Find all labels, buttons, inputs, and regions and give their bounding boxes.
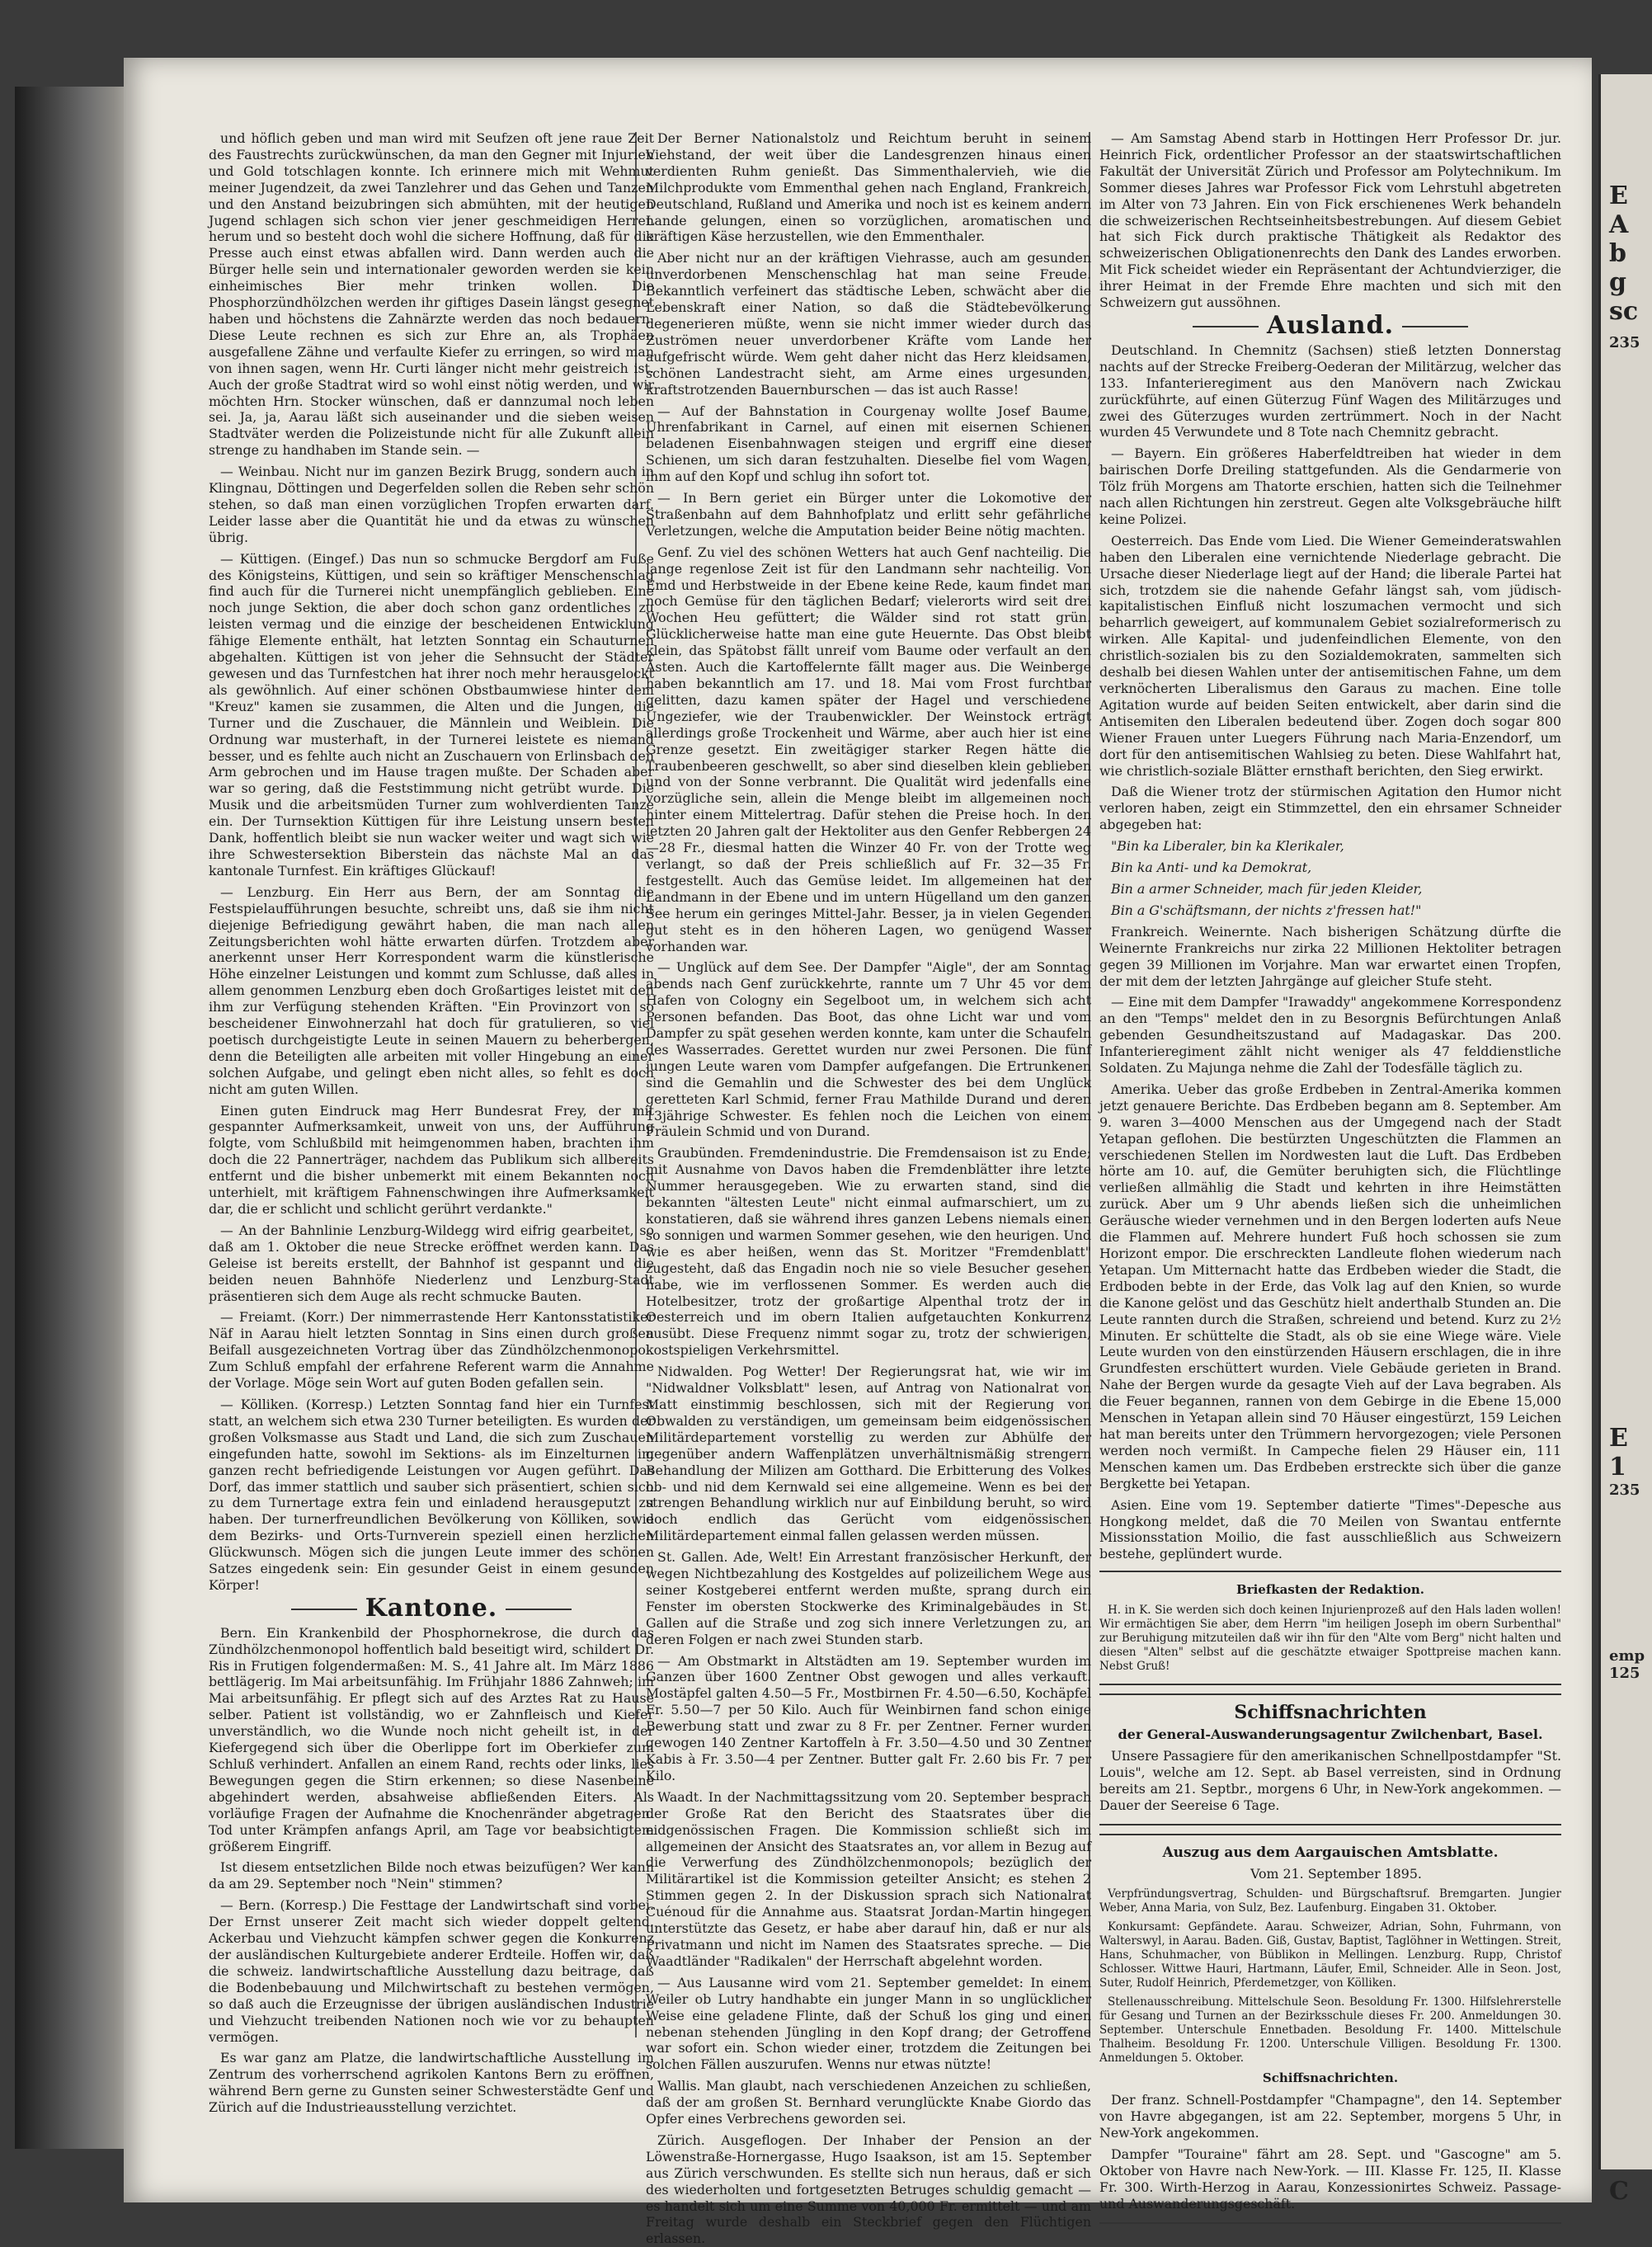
adjacent-fragment: b	[1609, 239, 1626, 268]
adjacent-fragment: 125	[1609, 1665, 1640, 1682]
box-text: Dampfer "Touraine" fährt am 28. Sept. und "Gascogne" am 5. Oktober von Havre nach New-York. — III. Klasse Fr. 125, II. Klasse Fr. 300. Wirth-Herzog in Aarau, Konzessionirtes Schweiz. Passage- und Auswanderungsgeschäft.	[1099, 2146, 1561, 2212]
article-paragraph: Asien. Eine vom 19. September datierte "Times"-Depesche aus Hongkong meldet, daß die 70 Meilen von Swantau entfernte Missionsstation Moilio, die fast ausschließlich aus Schweizern bestehe, geplündert wurde.	[1099, 1496, 1561, 1562]
article-paragraph: — Unglück auf dem See. Der Dampfer "Aigle", der am Sonntag abends nach Genf zurückkehrte, rannte um 7 Uhr 45 vor dem Hafen von Cologny ein Segelboot um, in welchem sich acht Personen befanden. Das Boot, das ohne Licht war und vom Dampfer zu spät gesehen werden konnte, kam unter die Schaufeln des Wasserrades. Gerettet wurden nur zwei Personen. Die fünf jungen Leute waren vom Dampfer aufgefangen. Die Ertrunkenen sind die Gemahlin und die Schwester des bei dem Unglück geretteten Karl Schmid, ferner Frau Mathilde Durand und deren 13jährige Schwester. Es fehlen noch die Leichen von einem Fräulein Schmid und von Durand.	[646, 959, 1091, 1140]
article-paragraph: — Küttigen. (Eingef.) Das nun so schmucke Bergdorf am Fuße des Königsteins, Küttigen, und sein so kräftiger Menschenschlag find auch für die Turnerei nicht unempfänglich geblieben. Eine noch junge Sektion, die aber doch schon ganz ordentliches zu leisten vermag und die einzige der bescheidenen Entwicklung fähige Elemente enthält, hat letzten Sonntag ein Schauturnen abgehalten. Küttigen ist von jeher die Sehnsucht der Städter gewesen und das Turnfestchen hat ihrer noch mehr herausgelockt als gewöhnlich. Auf einer schönen Obstbaumwiese hinter dem "Kreuz" kamen sie zusammen, die Alten und die Jungen, die Turner und die Zuschauer, die Männlein und Weiblein. Die Ordnung war musterhaft, in der Turnerei leistete es niemand besser, und es fehlte auch nicht an Zuschauern von Erlinsbach den Arm gebrochen und im Hause tragen mußte. Der Schaden aber war so gering, daß die Feststimmung nicht getrübt wurde. Die Musik und die arbeitsmüden Turner zum wohlverdienten Tanze ein. Der Turnsektion Küttigen für ihre Leistung unsern besten Dank, hoffentlich bleibt sie nun wacker weiter und wagt sich wie ihre Schwestersektion Biberstein das nächste Mal an das kantonale Turnfest. Ein kräftiges Glückauf!	[209, 550, 654, 879]
adjacent-fragment: sc	[1609, 297, 1639, 326]
adjacent-fragment: emp	[1609, 1647, 1645, 1665]
editorial-mailbox	[1099, 1571, 1561, 1685]
article-paragraph: — Kölliken. (Korresp.) Letzten Sonntag fand hier ein Turnfest statt, an welchem sich etwa 230 Turner beteiligten. Es wurden der großen Volksmasse aus Stadt und Land, die sich zum Zuschauen eingefunden hatte, sowohl im Sektions- als im Einzelturnen im ganzen recht befriedigende Leistungen vor Augen geführt. Das Dorf, das immer stattlich und sauber sich präsentiert, schien sich zu dem Turnertage extra fein und einladend herausgeputzt zu haben. Der turnerfreundlichen Bevölkerung von Kölliken, sowie dem Bezirks- und Orts-Turnverein speziell einen herzlichen Glückwunsch. Mögen sich die jungen Leute immer des schönen Satzes eingedenk sein: Ein gesunder Geist in einem gesunden Körper!	[209, 1396, 654, 1593]
article-paragraph: — Am Samstag Abend starb in Hottingen Herr Professor Dr. jur. Heinrich Fick, ordentlicher Professor an der staatswirtschaftlichen Fakultät der Universität Zürich und Professor am Polytechnikum. Im Sommer dieses Jahres war Professor Fick vom Lehrstuhl abgetreten im Alter von 73 Jahren. Ein von Fick erschienenes Werk behandeln die schweizerischen Rechtseinheitsbestrebungen. Auf diesem Gebiet hat sich Fick durch praktische Thätigkeit als Redaktor des schweizerischen Obligationenrechts den Dank des Landes erworben. Mit Fick scheidet wieder ein Repräsentant der Achtundvierziger, die ihrer Heimat in der Fremde Ehre machten und sich mit den Schweizern gut aussöhnen.	[1099, 130, 1561, 311]
section-heading-ausland: Ausland.	[1099, 318, 1561, 334]
adjacent-fragment: 1	[1609, 1453, 1626, 1482]
article-paragraph: Nidwalden. Pog Wetter! Der Regierungsrat hat, wie wir im "Nidwaldner Volksblatt" lesen, auf Antrag von Nationalrat von Matt einstimmig beschlossen, sich mit der Regierung von Obwalden zu verständigen, um gemeinsam beim eidgenössischen Militärdepartement vorstellig zu werden zur Abhülfe der gegenüber andern Waffenplätzen unverhältnismäßig strengern Behandlung der Milizen am Gotthard. Die Erbitterung des Volkes ob- und nid dem Kernwald sei eine allgemeine. Wenn es bei der strengen Behandlung wirklich nur auf Einbildung beruht, so wird doch endlich das Gerücht vom eidgenössischen Militärdepartement einmal fallen gelassen werden müssen.	[646, 1364, 1091, 1544]
column-3	[1099, 130, 1561, 2212]
article-paragraph: — Weinbau. Nicht nur im ganzen Bezirk Brugg, sondern auch in Klingnau, Döttingen und Degerfelden sollen die Reben sehr schön stehen, so daß man einen vorzüglichen Tropfen erwarten darf. Leider lasse aber die Quantität hie und da etwas zu wünschen übrig.	[209, 464, 654, 545]
box-date: Vom 21. September 1895.	[1250, 1866, 1422, 1882]
box-title: Schiffsnachrichten.	[1262, 2070, 1399, 2086]
article-paragraph: Der Berner Nationalstolz und Reichtum beruht in seinem Viehstand, der weit über die Landesgrenzen hinaus einen verdienten Ruhm genießt. Das Simmenthalervieh, wie die Milchprodukte vom Emmenthal gehen nach England, Frankreich, Deutschland, Rußland und Amerika und noch ist es keinem andern Lande gelungen, einen so vorzüglichen, aromatischen und kräftigen Käse herzustellen, wie den Emmenthaler.	[646, 130, 1091, 245]
article-paragraph: Amerika. Ueber das große Erdbeben in Zentral-Amerika kommen jetzt genauere Berichte. Das Erdbeben begann am 8. September. Am 9. waren 3—4000 Menschen aus der Umgegend nach der Stadt Yetapan geflohen. Die bestürzten Ungeschützten die Flammen an verschiedenen Stellen im Nordwesten laut die Luft. Das Erdbeben hörte am 10. auf, die Gemüter beruhigten sich, die Flüchtlinge verließen allmählig die Stadt und kehrten in ihre Heimstätten zurück. Aber um 9 Uhr abends ließen sich die unheimlichen Geräusche wieder vernehmen und in den Bergen loderten aufs Neue die Flammen auf. Mehrere hundert Fuß hoch schossen sie zum Horizont empor. Die erschreckten Landleute flohen wiederum nach Yetapan. Um Mitternacht hatte das Erdbeben wieder die Stadt, die Erdboden bebte in der Erde, das Volk lag auf den Knien, so wurde die Kanone gelöst und das Geschütz hielt anderthalb Stunden an. Die Leute rannten durch die Straßen, schreiend und betend. Kurz zu 2½ Minuten. Er schüttelte die Stadt, als ob sie eine Wiege wäre. Viele Leute wurden von den einstürzenden Häusern erschlagen, die in ihre Grundfesten erschüttert wurden. Viele Gebäude gerieten in Brand. Nahe der Bergen wurde da gesagte Vieh auf der Lava begraben. Als die Feuer begannen, rannen von dem Gebirge in die Ebene 15,000 Menschen in Yetapan allein sind 70 Häuser eingestürzt, 159 Leichen hat man bereits unter den Trümmern hervorgezogen; viele Personen werden noch vermißt. In Campeche fielen 29 Häuser ein, 111 Menschen kamen um. Das Erdbeben erstreckte sich über die ganze Bergkette bei Yetapan.	[1099, 1081, 1561, 1491]
article-paragraph: Ist diesem entsetzlichen Bilde noch etwas beizufügen? Wer kann da am 29. September noch "Nein" stimmen?	[209, 1859, 654, 1892]
article-paragraph: — Bayern. Ein größeres Haberfeldtreiben hat wieder in dem bairischen Dorfe Dreiling stattgefunden. Als die Gendarmerie von Tölz früh Morgens am Thatorte erschien, hatten sich die Teilnehmer nach allen Richtungen hin zerstreut. Gegen alte Volksgebräuche hilft keine Polizei.	[1099, 445, 1561, 527]
article-paragraph: — Lenzburg. Ein Herr aus Bern, der am Sonntag die Festspielaufführungen besuchte, schreibt uns, daß sie ihm nicht diejenige Befriedigung gewährt haben, die man nach allen Zeitungsberichten wohl hätte erwarten dürfen. Trotzdem aber anerkennt unser Herr Korrespondent warm die künstlerische Höhe einzelner Leistungen und kommt zum Schlusse, daß alles in allem genommen Lenzburg eben doch Großartiges leistet mit den ihm zur Verfügung stehenden Kräften. "Ein Provinzort von so bescheidener Einwohnerzahl hat doch für gratulieren, so viel poetisch durchgeistigte Leute in seinen Mauern zu beherbergen, denn die Beteiligten alle arbeiten mit voller Hingebung an einer solchen Aufgabe, und gelingt eben nicht alles, so fehlt es doch nicht am guten Willen.	[209, 883, 654, 1097]
adjacent-fragment: E	[1609, 1424, 1628, 1453]
box-title: Auszug aus dem Aargauischen Amtsblatte.	[1162, 1844, 1499, 1861]
poem-line: Bin a G'schäftsmann, der nichts z'fressen hat!"	[1111, 902, 1422, 918]
adjacent-page-edge	[1598, 74, 1652, 2206]
box-text: Stellenausschreibung. Mittelschule Seon. Besoldung Fr. 1300. Hilfslehrerstelle für Gesang und Turnen an der Bezirksschule dieses Fr. 200. Anmeldungen 30. September. Unterschule Ennetbaden. Besoldung Fr. 1400. Mittelschule Thalheim. Besoldung Fr. 1200. Unterschule Villigen. Besoldung Fr. 1300. Anmeldungen 5. Oktober.	[1099, 1995, 1561, 2066]
article-paragraph: Genf. Zu viel des schönen Wetters hat auch Genf nachteilig. Die lange regenlose Zeit ist für den Landmann sehr nachteilig. Von Emd und Herbstweide in der Ebene keine Rede, kaum findet man noch Gemüse für den täglichen Bedarf; vielerorts wird seit drei Wochen Heu gefüttert; die Wälder sind rot statt grün. Glücklicherweise hatte man eine gute Heuernte. Das Obst bleibt klein, das Spätobst fällt unreif vom Baume oder verfault an den Ästen. Auch die Kartoffelernte fällt mager aus. Die Weinberge haben bekanntlich am 17. und 18. Mai vom Frost furchtbar gelitten, dazu kamen später der Hagel und verschiedene Ungeziefer, wie der Traubenwickler. Der Weinstock erträgt allerdings große Trockenheit und Wärme, aber auch hier ist eine Grenze gesetzt. Ein zweitägiger starker Regen hätte die Traubenbeeren geschwellt, so aber sind dieselben klein geblieben und von der Sonne verbrannt. Die Qualität wird jedenfalls eine vorzügliche sein, allein die Menge bleibt im allgemeinen noch hinter einem Mittelertrag. Dafür stehen die Preise hoch. In den letzten 20 Jahren galt der Hektoliter aus den Genfer Rebbergen 24—28 Fr., diesmal hatten die Winzer 40 Fr. von der Trotte weg verlangt, so daß der Preis schließlich auf Fr. 32—35 Fr. festgestellt. Auch das Gemüse leidet. Im allgemeinen hat der Landmann in der Ebene und im untern Hügelland um den ganzen See herum ein geringes Mittel-Jahr. Besser, ja in vielen Gegenden gut steht es in den höheren Lagen, wo genügend Wasser vorhanden war.	[646, 544, 1091, 954]
article-paragraph: — Bern. (Korresp.) Die Festtage der Landwirtschaft sind vorbei. Der Ernst unserer Zeit macht sich wieder doppelt geltend. Ackerbau und Viehzucht kämpfen schwer gegen die Konkurrenz der ausländischen Kulturgebiete anderer Erdteile. Hoffen wir, daß die schweiz. landwirtschaftliche Ausstellung dazu beitrage, daß die Bodenbebauung und Milchwirtschaft zu bestehen vermögen, so daß auch die Erzeugnisse der übrigen ausländischen Industrie und Viehzucht treibenden Nationen noch wie vor zu behaupten vermögen.	[209, 1897, 654, 2045]
poem-line: Bin ka Anti- und ka Demokrat,	[1111, 860, 1312, 876]
poem-line: Bin a armer Schneider, mach für jeden Kleider,	[1111, 880, 1423, 897]
book-binding	[15, 87, 139, 2149]
article-paragraph: — Aus Lausanne wird vom 21. September gemeldet: In einem Weiler ob Lutry handhabte ein junger Mann in so unglücklicher Weise eine geladene Flinte, daß der Schuß los ging und einen nebenan stehenden Jüngling in den Kopf drang; der Getroffene war sofort ein. Schon wieder einer, trotzdem die Zeitungen bei solchen Fällen auszurufen. Wenns nur etwas nützte!	[646, 1974, 1091, 2073]
article-paragraph: Oesterreich. Das Ende vom Lied. Die Wiener Gemeinderatswahlen haben den Liberalen eine vernichtende Niederlage gebracht. Die Ursache dieser Niederlage liegt auf der Hand; die liberale Partei hat sich, trotzdem sie die nahende Gefahr längst sah, vom jüdisch-kapitalistischen Einfluß nicht loszumachen vermocht und sich beharrlich geweigert, auf kommunalem Gebiet sozialreformerisch zu wirken. Alle Kapital- und judenfeindlichen Elemente, von den christlich-sozialen bis zu den Sozialdemokraten, sammelten sich deshalb bei diesen Wahlen unter der antisemitischen Fahne, um dem verknöcherten Liberalismus den Garaus zu machen. Eine tolle Agitation wurde auf beiden Seiten entwickelt, aber darin sind die Antisemiten den Liberalen bedeutend über. Zogen doch sogar 800 Wiener Frauen unter Luegers Führung nach Maria-Enzendorf, um dort für den antisemitischen Wahlsieg zu beten. Diese Wahlfahrt hat, wie christlich-soziale Blätter ernsthaft berichten, den Sieg erwirkt.	[1099, 532, 1561, 779]
article-paragraph: — Eine mit dem Dampfer "Irawaddy" angekommene Korrespondenz an den "Temps" meldet den in zu Besorgnis Befürchtungen Anlaß gebenden Gesundheitszustand auf Madagaskar. Das 200. Infanterieregiment zählt nicht weniger als 47 felddienstliche Soldaten. Zu Majunga nehme die Zahl der Todesfälle täglich zu.	[1099, 994, 1561, 1076]
poem-line: "Bin ka Liberaler, bin ka Klerikaler,	[1111, 838, 1344, 855]
box-title: Briefkasten der Redaktion.	[1236, 1582, 1424, 1598]
box-subtitle: der General-Auswanderungsagentur Zwilchenbart, Basel.	[1118, 1726, 1543, 1743]
article-paragraph: St. Gallen. Ade, Welt! Ein Arrestant französischer Herkunft, der wegen Nichtbezahlung des Kostgeldes auf polizeilichem Wege aus seiner Kostgeberei entfernt werden mußte, sprang durch ein Fenster im obersten Stockwerke des Kriminalgebäudes in St. Gallen auf die Straße und zog sich innere Verletzungen zu, an deren Folgen er nach zwei Stunden starb.	[646, 1549, 1091, 1647]
shipping-news-box	[1099, 1693, 1561, 1825]
adjacent-fragment: g	[1609, 268, 1626, 297]
article-paragraph: Es war ganz am Platze, die landwirtschaftliche Ausstellung im Zentrum des vorherrschend agrikolen Kantons Bern zu eröffnen, während Bern gerne zu Gunsten seiner Schwesterstädte Genf und Zürich auf die Industrieausstellung verzichtet.	[209, 2050, 654, 2116]
article-paragraph: Daß die Wiener trotz der stürmischen Agitation den Humor nicht verloren haben, zeigt ein Stimmzettel, den ein ehrsamer Schneider abgegeben hat:	[1099, 784, 1561, 833]
official-gazette-box	[1099, 1834, 1561, 2224]
article-paragraph: Deutschland. In Chemnitz (Sachsen) stieß letzten Donnerstag nachts auf der Strecke Freiberg-Oederan der Militärzug, welcher das 133. Infanterieregiment aus den Manövern nach Zwickau zurückführte, auf einen Güterzug Fünf Wagen des Militärzuges und zwei des Güterzuges wurden zertrümmert. Noch in der Nacht wurden 45 Verwundete und 8 Tote nach Chemnitz gebracht.	[1099, 342, 1561, 440]
box-text: Unsere Passagiere für den amerikanischen Schnellpostdampfer "St. Louis", welche am 12. Sept. ab Basel verreisten, sind in Ordnung bereits am 21. Septbr., morgens 6 Uhr, in New-York angekommen. — Dauer der Seereise 6 Tage.	[1099, 1747, 1561, 1813]
box-text: Verpfründungsvertrag, Schulden- und Bürgschaftsruf. Bremgarten. Jungier Weber, Anna Maria, von Sulz, Bez. Laufenburg. Eingaben 31. Oktober.	[1099, 1887, 1561, 1915]
box-text: Der franz. Schnell-Postdampfer "Champagne", den 14. September von Havre abgegangen, ist am 22. September, morgens 5 Uhr, in New-York angekommen.	[1099, 2092, 1561, 2141]
article-paragraph: und höflich geben und man wird mit Seufzen oft jene raue Zeit des Faustrechts zurückwünschen, da man den Gegner mit Injurien und Gold totschlagen konnte. Ich erinnere mich mit Wehmut meiner Jugendzeit, da zwei Tanzlehrer und das Gehen und Tanzen und den Anstand beizubringen sich abmühten, mit der heutigen Jugend schlagen sich schon vier jener geschmeidigen Herren herum und so besteht doch wohl die sichere Hoffnung, daß für die Presse auch einst etwas abfallen wird. Dann werden auch die Bürger helle sein und internationaler geworden werden sie kein einheimisches Bier mehr trinken wollen. Die Phosphorzündhölzchen werden ihr giftiges Dasein längst gesegnet haben und höchstens die Zahnärzte werden das noch bedauern. Diese Leute rechnen es sich zur Ehre an, als Trophäen ausgefallene Zähne und verfaulte Kiefer zu erringen, so wird man von ihnen sagen, wenn Hr. Curti länger nicht mehr geistreich ist. Auch der große Stadtrat wird so wohl einst nötig werden, und wir möchten Hrn. Stocker wünschen, daß er dannzumal noch leben sei. Ja, ja, Aarau läßt sich auseinander und die sieben weisen Stadtväter werden die Polizeistunde nicht für alle Zukunft allein strenge zu handhaben im Stande sein. —	[209, 130, 654, 459]
article-paragraph: Aber nicht nur an der kräftigen Viehrasse, auch am gesunden unverdorbenen Menschenschlag hat man seine Freude. Bekanntlich verfeinert das städtische Leben, schwächt aber die Lebenskraft einer Nation, so daß die Städtebevölkerung degenerieren müßte, wenn sie nicht immer wieder durch das Zuströmen neuer unverdorbener Kräfte vom Lande her aufgefrischt würde. Wem geht daher nicht das Herz kleidsamen, schönen Landestracht sieht, am Arme eines urgesunden, kraftstrotzenden Bauernburschen — das ist auch Rasse!	[646, 250, 1091, 398]
article-paragraph: Bern. Ein Krankenbild der Phosphornekrose, die durch das Zündhölzchenmonopol hoffentlich bald beseitigt wird, schildert Dr. Ris in Frutigen folgendermaßen: M. S., 41 Jahre alt. Im März 1886 bettlägerig. Im Mai arbeitsunfähig. Im Frühjahr 1886 Zahnweh; im Mai arbeitsunfähig. Er pflegt sich auf des Arztes Rat zu Hause selber. Patient ist vollständig, wo er Zahnfleisch und Kiefer unverständlich, wo die Wunde noch nicht geheilt ist, in der Kiefergegend sich über die Oberlippe fort im Oberkiefer zum Schluß verhindert. Anfallen an einem Rand, rechts oder links, lies Bewegungen gegen die Stirn erkennen; so diese Nasenbeine abgehindert werden, absahweise abfließenden Eiters. Als vorläufige Fragen der Aufnahme die Knochenränder abgetragen. Tod unter Krämpfen anfangs April, am Tage vor beabsichtigtem größerem Eingriff.	[209, 1624, 654, 1854]
adjacent-fragment: A	[1609, 210, 1629, 239]
adjacent-fragment: C	[1609, 2177, 1629, 2206]
box-text: Konkursamt: Gepfändete. Aarau. Schweizer, Adrian, Sohn, Fuhrmann, von Walterswyl, in Aarau. Baden. Giß, Gustav, Baptist, Taglöhner in Wettingen. Streit, Hans, Schuhmacher, von Büblikon in Mellingen. Lenzburg. Rupp, Christof Schlosser. Wittwe Hauri, Hartmann, Läufer, Emil, Schneider. Alle in Seon. Jost, Suter, Rudolf Heinrich, Pferdemetzger, von Kölliken.	[1099, 1920, 1561, 1990]
article-paragraph: Einen guten Eindruck mag Herr Bundesrat Frey, der mit gespannter Aufmerksamkeit, unweit von uns, der Aufführung folgte, vom Schlußbild mit heimgenommen haben, brachten ihm doch die 22 Pannerträger, nachdem das Publikum sich allbereits entfernt und die bisher unbemerkt mit einem Bekannten noch unterhielt, mit kräftigem Fahnenschwingen ihre Aufmerksamkeit dar, die er schlicht und schlicht gerührt verdankte."	[209, 1102, 654, 1217]
article-paragraph: Wallis. Man glaubt, nach verschiedenen Anzeichen zu schließen, daß der am großen St. Bernhard verunglückte Knabe Giordo das Opfer eines Verbrechens geworden sei.	[646, 2078, 1091, 2127]
box-title: Schiffsnachrichten	[1234, 1702, 1427, 1724]
article-paragraph: — Auf der Bahnstation in Courgenay wollte Josef Baume, Uhrenfabrikant in Carnel, auf einen mit eisernen Schienen beladenen Eisenbahnwagen steigen und ergriff eine dieser Schienen, um sich daran festzuhalten. Dieselbe fiel vom Wagen, ihm auf den Kopf und schlug ihn sofort tot.	[646, 403, 1091, 485]
adjacent-fragment: E	[1609, 181, 1628, 210]
article-paragraph: — Freiamt. (Korr.) Der nimmerrastende Herr Kantonsstatistiker Näf in Aarau hielt letzten Sonntag in Sins einen durch großen Beifall ausgezeichneten Vortrag über das Zündhölzchenmonopol. Zum Schluß empfahl der erfahrene Referent warm die Annahme der Vorlage. Möge sein Wort auf guten Boden gefallen sein.	[209, 1309, 654, 1392]
article-paragraph: — Am Obstmarkt in Altstädten am 19. September wurden im Ganzen über 1600 Zentner Obst gewogen und alles verkauft. Mostäpfel galten 4.50—5 Fr., Mostbirnen Fr. 4.50—6.50, Kochäpfel Fr. 5.50—7 per 50 Kilo. Auch für Weinbirnen fand schon einige Bewerbung statt und zwar zu 8 Fr. per Zentner. Ferner wurden gewogen 140 Zentner Kartoffeln à Fr. 3.50—4.50 und 30 Zentner Kabis à Fr. 3.50—4 per Zentner. Butter galt Fr. 2.60 bis Fr. 7 per Kilo.	[646, 1652, 1091, 1783]
section-heading-kantone: Kantone.	[209, 1600, 654, 1617]
article-paragraph: Graubünden. Fremdenindustrie. Die Fremdensaison ist zu Ende; mit Ausnahme von Davos haben die Fremdenblätter ihre letzte Nummer herausgegeben. Wie zu erwarten stand, sind die bekannten "ältesten Leute" nicht einmal aufmarschiert, um zu konstatieren, daß sie während ihres ganzen Lebens niemals einen so sonnigen und warmen Sommer gesehen, wie den heurigen. Und wie es aber heißen, wenn das St. Moritzer "Fremdenblatt" zugesteht, daß das Engadin noch nie so viele Besucher gesehen habe, wie im verflossenen Sommer. Es werden auch die Hotelbesitzer, trotz der großartige Alpenthal trotz der in Oesterreich und im obern Italien aufgetauchten Konkurrenz ausübt. Diese Frequenz nimmt sogar zu, trotz der schwierigen, kostspieligen Verkehrsmittel.	[646, 1145, 1091, 1359]
column-2	[646, 130, 1091, 2247]
article-paragraph: Waadt. In der Nachmittagssitzung vom 20. September besprach der Große Rat den Bericht des Staatsrates über die eidgenössischen Fragen. Die Kommission schließt sich im allgemeinen der Ansicht des Staatsrates an, vor allem in Bezug auf die Verwerfung des Zündhölzchenmonopols; bezüglich der Militärartikel ist die Kommission geteilter Ansicht; es stehen 2 Stimmen gegen 2. In der Diskussion sprach sich Nationalrat Cuénoud für die Annahme aus. Staatsrat Jordan-Martin hingegen unterstützte das Gesetz, er habe aber darauf hin, daß er nur als Privatmann und nicht im Namen des Staatsrates spreche. — Die Waadtländer "Radikalen" der Herrschaft abgelehnt worden.	[646, 1788, 1091, 1969]
article-paragraph: Zürich. Ausgeflogen. Der Inhaber der Pension an der Löwenstraße-Hornergasse, Hugo Isaakson, ist am 15. September aus Zürich verschwunden. Es stellte sich nun heraus, daß er sich des wiederholten und fortgesetzten Betruges schuldig gemacht — es handelt sich um eine Summe von 40,000 Fr. ermittelt — und am Freitag wurde deshalb ein Steckbrief gegen den Flüchtigen erlassen.	[646, 2132, 1091, 2247]
article-paragraph: Frankreich. Weinernte. Nach bisherigen Schätzung dürfte die Weinernte Frankreichs nur zirka 22 Millionen Hektoliter betragen gegen 39 Millionen im Vorjahre. Man war erwartet einen Tropfen, der mit dem der letzten Jahrgänge auf gleicher Stufe steht.	[1099, 923, 1561, 989]
article-paragraph: — An der Bahnlinie Lenzburg-Wildegg wird eifrig gearbeitet, so daß am 1. Oktober die neue Strecke eröffnet werden kann. Das Geleise ist bereits erstellt, der Bahnhof ist gespannt und die beiden neuen Bahnhöfe Niederlenz und Lenzburg-Stadt präsentieren sich dem Auge als recht schmucke Bauten.	[209, 1222, 654, 1304]
box-text: H. in K. Sie werden sich doch keinen Injurienprozeß auf den Hals laden wollen! Wir ermächtigen Sie aber, dem Herrn "im heiligen Joseph im obern Surbenthal" zur Beruhigung mitzuteilen daß wir ihn für den "Alte vom Berg" nicht halten und diesen "Alten" selbst auf die geschätzte etwaiger Spottpreise machen kann. Nebst Gruß!	[1099, 1604, 1561, 1674]
column-1	[209, 130, 654, 2116]
adjacent-fragment: 235	[1609, 334, 1640, 351]
adjacent-fragment: 235	[1609, 1482, 1640, 1499]
article-paragraph: — In Bern geriet ein Bürger unter die Lokomotive der Straßenbahn auf dem Bahnhofplatz und erlitt sehr gefährliche Verletzungen, welche die Amputation beider Beine nötig machten.	[646, 490, 1091, 539]
